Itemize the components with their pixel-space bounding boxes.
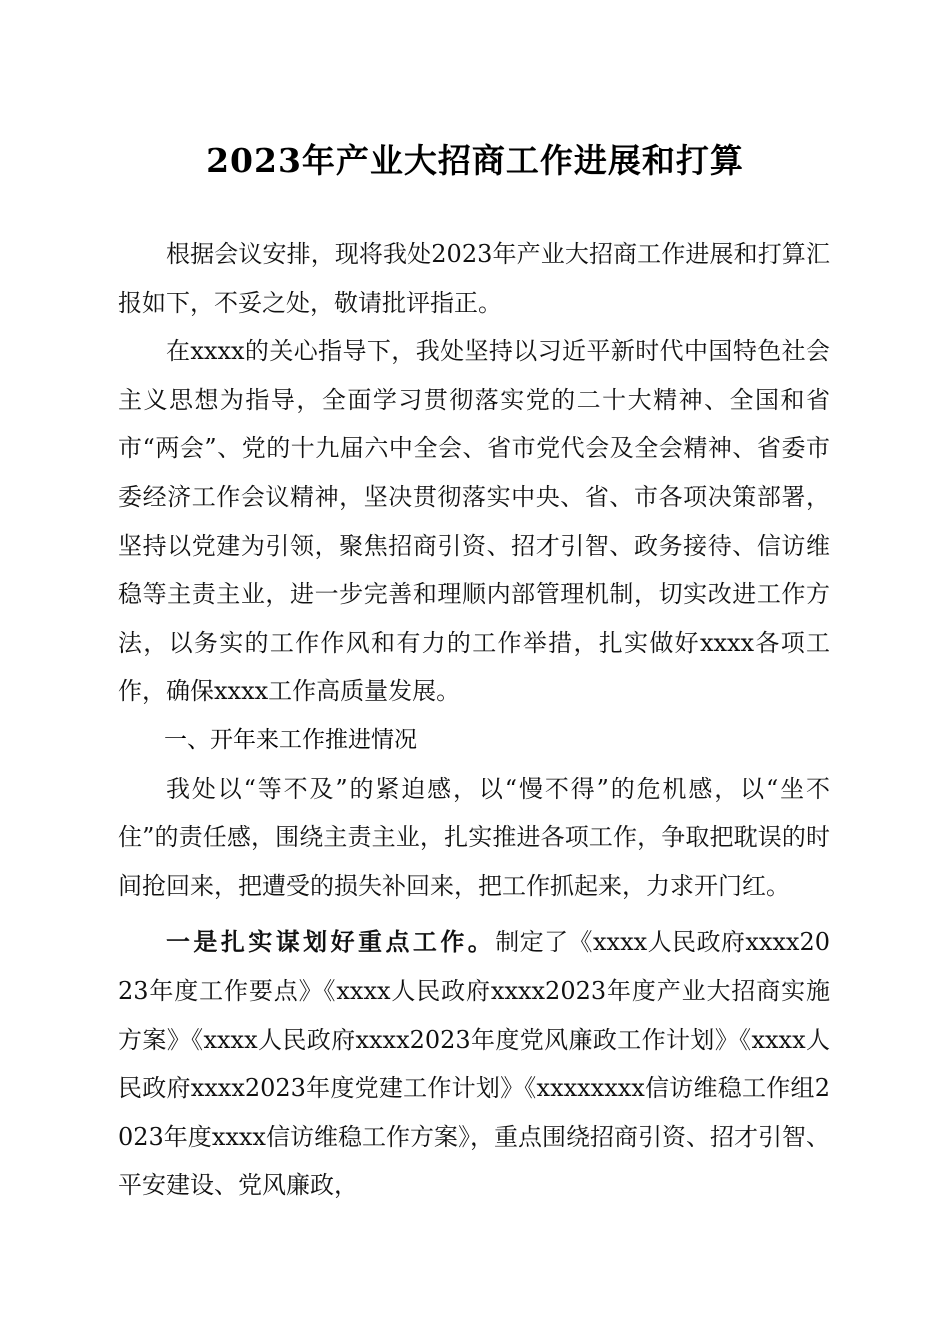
paragraph-intro: 根据会议安排，现将我处2023年产业大招商工作进展和打算汇报如下，不妥之处，敬请批评指正。 [118,240,830,317]
document-title: 2023年产业大招商工作进展和打算 [206,141,744,180]
paragraph-section-intro: 我处以“等不及”的紧迫感，以“慢不得”的危机感，以“坐不住”的责任感，围绕主责主业，扎实推进各项工作，争取把耽误的时间抢回来，把遭受的损失补回来，把工作抓起来，力求开门红。 [118,774,830,900]
document-body [118,230,830,1210]
paragraph-item-one [118,918,830,1210]
paragraph-guidance: 在xxxx的关心指导下，我处坚持以习近平新时代中国特色社会主义思想为指导，全面学习贯彻落实党的二十大精神、全国和省市“两会”、党的十九届六中全会、省市党代会及全会精神、省委市委经济工作会议精神，坚决贯彻落实中央、省、市各项决策部署，坚持以党建为引领，聚焦招商引资、招才引智、政务接待、信访维稳等主责主业，进一步完善和理顺内部管理机制，切实改进工作方法，以务实的工作作风和有力的工作举措，扎实做好xxxx各项工作，确保xxxx工作高质量发展。 [118,337,830,706]
item-one-lead: 一是扎实谋划好重点工作。 [166,927,496,957]
item-one-text: 制定了《xxxx人民政府xxxx2023年度工作要点》《xxxx人民政府xxxx2023年度产业大招商实施方案》《xxxx人民政府xxxx2023年度党风廉政工作计划》《xxxx人民政府xxxx2023年度党建工作计划》《xxxxxxxx信访维稳工作组2023年度xxxx信访维稳工作方案》，重点围绕招商引资、招才引智、平安建设、党风廉政， [118,928,831,1200]
section-heading: 一、开年来工作推进情况 [164,726,417,753]
